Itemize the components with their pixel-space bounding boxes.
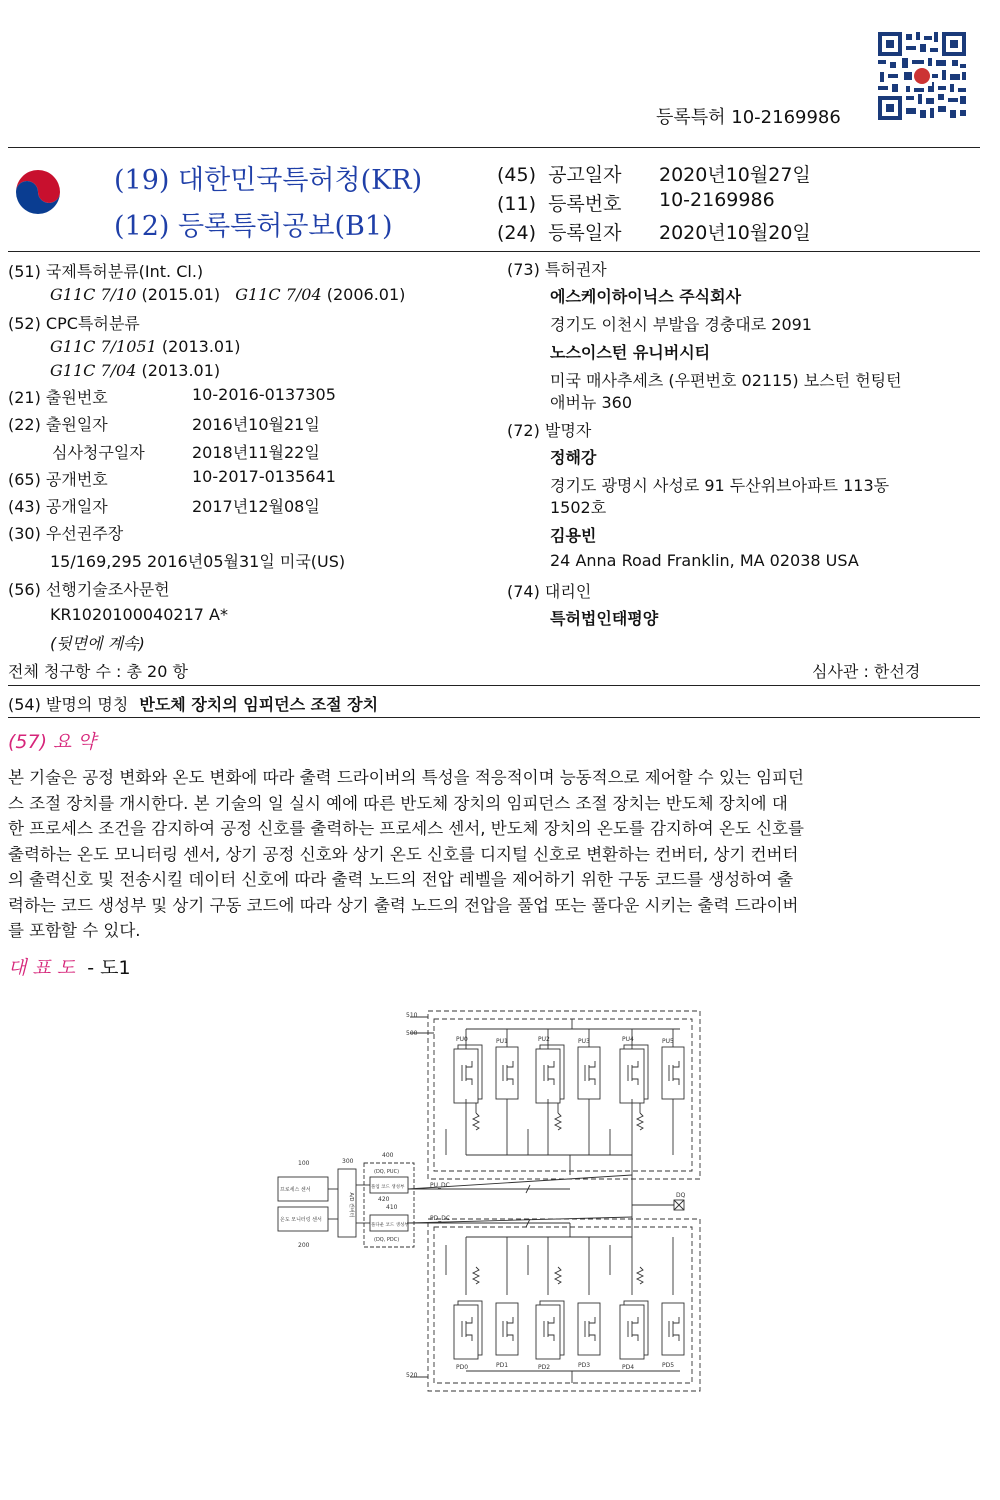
abstract-line: 의 출력신호 및 전송시킬 데이터 신호에 따라 출력 노드의 전압 레벨을 제어하기 위한 구동 코드를 생성하여 출 <box>8 870 794 889</box>
inventor-address: 24 Anna Road Franklin, MA 02038 USA <box>550 551 859 570</box>
exam-request-label: 심사청구일자 <box>52 443 145 462</box>
qr-code-image <box>876 30 968 122</box>
ipc-label: (51) 국제특허분류(Int. Cl.) <box>8 262 204 281</box>
owner-address: 미국 매사추세츠 (우편번호 02115) 보스턴 헌팅턴 <box>550 371 902 390</box>
owner-label: (73) 특허권자 <box>507 260 607 279</box>
cpc-date: (2013.01) <box>161 337 241 356</box>
abstract-line: 스 조절 장치를 개시한다. 본 기술의 일 실시 예에 따른 반도체 장치의 임피던스 조절 장치는 반도체 장치에 대 <box>8 793 788 813</box>
exam-request-date: 2018년11월22일 <box>192 443 320 462</box>
cpc-code: G11C 7/1051 <box>50 337 157 356</box>
label-100: 100 <box>298 1160 310 1167</box>
owner-address: 경기도 이천시 부발읍 경충대로 2091 <box>550 315 812 334</box>
label-pu4: PU4 <box>622 1036 634 1043</box>
publication-number-label: (65) 공개번호 <box>8 470 108 489</box>
label-pu2: PU2 <box>538 1036 550 1043</box>
label-520: 520 <box>406 1372 418 1379</box>
label-510: 510 <box>406 1012 418 1019</box>
claims-count: 전체 청구항 수 : 총 20 항 <box>8 662 188 681</box>
abstract-label: (57) 요 약 <box>8 731 96 753</box>
ipc-code: G11C 7/10 <box>50 285 137 304</box>
abstract-line: 출력하는 온도 모니터링 센서, 상기 공정 신호와 상기 온도 신호를 디지털 신호로 변환하는 컨버터, 상기 컨버터 <box>8 844 799 864</box>
publication-number: 10-2017-0135641 <box>192 467 336 486</box>
label-pu0: PU0 <box>456 1036 468 1043</box>
pub-info-row <box>497 189 775 216</box>
inventor-name: 정해강 <box>550 448 597 467</box>
application-date: 2016년10월21일 <box>192 415 320 434</box>
abstract-text <box>8 765 980 944</box>
application-number-label: (21) 출원번호 <box>8 388 108 407</box>
invention-title: 반도체 장치의 임피던스 조절 장치 <box>139 695 379 714</box>
inventor-label: (72) 발명자 <box>507 421 592 440</box>
prior-art-value: KR1020100040217 A* <box>50 605 228 624</box>
label-400: 400 <box>382 1152 394 1159</box>
label-pd5: PD5 <box>662 1362 675 1369</box>
inventor-address: 경기도 광명시 사성로 91 두산위브아파트 113동 <box>550 476 890 495</box>
pub-info-code: (45) <box>497 164 537 186</box>
prior-art-label: (56) 선행기술조사문헌 <box>8 580 170 599</box>
abstract-line: 본 기술은 공정 변화와 온도 변화에 따라 출력 드라이버의 특성을 적응적이며 능동적으로 제어할 수 있는 임피던 <box>8 768 804 787</box>
ipc-date: (2015.01) <box>141 285 221 304</box>
info-rule <box>8 251 980 252</box>
label-pd-dc: PD_DC <box>430 1215 451 1222</box>
pub-info-code: (11) <box>497 193 537 215</box>
label-adc: A/D 컨버터 <box>348 1192 354 1218</box>
priority-value: 15/169,295 2016년05월31일 미국(US) <box>50 552 346 571</box>
agent-name: 특허법인태평양 <box>550 609 659 628</box>
pulldown-transistors <box>454 1301 684 1359</box>
label-pu5: PU5 <box>662 1038 674 1045</box>
label-dq-puc: (DQ, PUC) <box>374 1169 400 1175</box>
pub-info-value: 2020년10월27일 <box>659 164 811 186</box>
office-title: (19) 대한민국특허청(KR) <box>114 165 423 196</box>
owner-name: 에스케이하이닉스 주식회사 <box>550 287 742 306</box>
pub-info-label: 공고일자 <box>548 164 622 186</box>
label-410: 410 <box>386 1204 398 1211</box>
invention-title-label: (54) 발명의 명칭 <box>8 695 129 714</box>
abstract-line: 한 프로세스 조건을 감지하여 공정 신호를 출력하는 프로세스 센서, 반도체 장치의 온도를 감지하여 온도 신호를 <box>8 819 804 838</box>
application-number: 10-2016-0137305 <box>192 385 336 404</box>
pullup-transistors <box>454 1045 684 1103</box>
label-420: 420 <box>378 1196 390 1203</box>
pub-info-row <box>497 160 811 187</box>
label-pd1: PD1 <box>496 1362 509 1369</box>
cpc-code: G11C 7/04 <box>50 361 137 380</box>
label-pullup-gen: 풀업 코드 생성부 <box>371 1185 405 1190</box>
cpc-label: (52) CPC특허분류 <box>8 314 140 333</box>
label-pu-dc: PU_DC <box>430 1182 450 1189</box>
invention-title-row <box>8 692 378 715</box>
label-200: 200 <box>298 1242 310 1249</box>
representative-figure-row <box>8 953 131 980</box>
publication-type-title: (12) 등록특허공보(B1) <box>114 211 393 242</box>
label-temp-sensor: 온도 모니터링 센서 <box>280 1217 322 1223</box>
pub-info-code: (24) <box>497 222 537 244</box>
application-date-label: (22) 출원일자 <box>8 415 108 434</box>
abstract-line: 력하는 코드 생성부 및 상기 구동 코드에 따라 상기 출력 노드의 전압을 풀업 또는 풀다운 시키는 출력 드라이버 <box>8 895 799 915</box>
circuit-diagram-figure <box>270 1005 710 1400</box>
label-pulldown-gen: 풀다운 코드 생성부 <box>371 1223 409 1228</box>
label-pu3: PU3 <box>578 1038 590 1045</box>
top-rule <box>8 147 980 148</box>
ipc-code: G11C 7/04 <box>235 285 322 304</box>
ipc-date: (2006.01) <box>326 285 406 304</box>
cpc-date: (2013.01) <box>141 361 221 380</box>
examiner: 심사관 : 한선경 <box>812 662 921 681</box>
label-500: 500 <box>406 1030 418 1037</box>
label-pd2: PD2 <box>538 1364 551 1371</box>
pub-info-label: 등록일자 <box>548 222 622 244</box>
label-process-sensor: 프로세스 센서 <box>280 1187 311 1193</box>
cpc-code-row <box>50 361 220 380</box>
cpc-code-row <box>50 337 241 356</box>
priority-label: (30) 우선권주장 <box>8 524 124 543</box>
label-pd4: PD4 <box>622 1364 635 1371</box>
label-pu1: PU1 <box>496 1038 508 1045</box>
publication-date-label: (43) 공개일자 <box>8 497 108 516</box>
inventor-address: 1502호 <box>550 498 607 517</box>
registration-number-header: 등록특허 10-2169986 <box>656 107 841 128</box>
inventor-name: 김용빈 <box>550 526 597 545</box>
pub-info-row <box>497 218 811 245</box>
agent-label: (74) 대리인 <box>507 582 592 601</box>
ipc-codes <box>50 285 405 304</box>
label-300: 300 <box>342 1158 354 1165</box>
owner-address: 애버뉴 360 <box>550 393 632 412</box>
pub-info-value: 10-2169986 <box>659 189 775 211</box>
pub-info-label: 등록번호 <box>548 193 622 215</box>
label-pd3: PD3 <box>578 1362 591 1369</box>
continued-note: (뒷면에 계속) <box>50 634 145 653</box>
label-dq-pdc: (DQ, PDC) <box>374 1237 400 1243</box>
label-dq: DQ <box>676 1192 686 1199</box>
claims-rule <box>8 685 980 686</box>
label-pd0: PD0 <box>456 1364 469 1371</box>
abstract-line: 를 포함할 수 있다. <box>8 921 141 940</box>
title-rule <box>8 717 980 718</box>
representative-figure-value: - 도1 <box>87 957 131 979</box>
owner-name: 노스이스턴 유니버시티 <box>550 343 711 362</box>
representative-figure-label: 대 표 도 <box>8 957 76 979</box>
pub-info-value: 2020년10월20일 <box>659 222 811 244</box>
korea-government-emblem-icon <box>8 162 68 222</box>
publication-date: 2017년12월08일 <box>192 497 320 516</box>
